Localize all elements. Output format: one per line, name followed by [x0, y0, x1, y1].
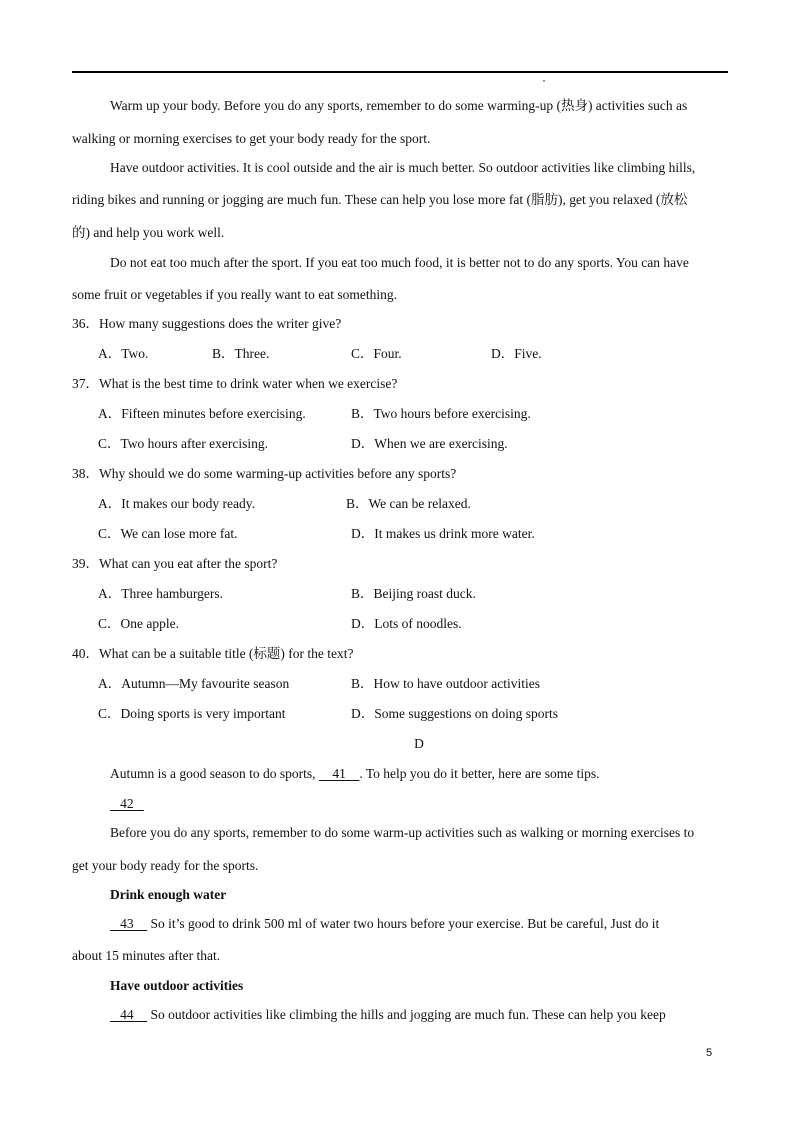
warm-up-line-2: get your body ready for the sports. [72, 858, 259, 873]
water-line-2: about 15 minutes after that. [72, 948, 221, 963]
question-39-stem: 39．What can you eat after the sport? [72, 556, 278, 571]
question-36-stem: 36．How many suggestions does the writer give? [72, 316, 342, 331]
question-40-stem: 40．What can be a suitable title (标题) for the text? [72, 646, 354, 661]
heading-outdoor-activities: Have outdoor activities [110, 978, 244, 993]
outdoor-line-1 [110, 1006, 728, 1024]
section-d-letter: D [414, 736, 424, 751]
question-38-stem: 38．Why should we do some warming-up activities before any sports? [72, 466, 457, 481]
passage-c-paragraph-2-line-3: 的) and help you work well. [72, 225, 225, 240]
question-37-option-a[interactable]: A．Fifteen minutes before exercising. [98, 406, 306, 421]
question-39-option-a[interactable]: A．Three hamburgers. [98, 586, 223, 601]
question-40-option-a[interactable]: A．Autumn—My favourite season [98, 676, 290, 691]
question-36-option-c[interactable]: C．Four. [351, 346, 402, 361]
question-36-option-d[interactable]: D．Five. [491, 346, 542, 361]
question-38-option-d[interactable]: D．It makes us drink more water. [351, 526, 535, 541]
blank-44[interactable]: 44 [120, 1007, 134, 1022]
question-38-option-a[interactable]: A．It makes our body ready. [98, 496, 255, 511]
header-mark [543, 80, 545, 82]
question-37-option-d[interactable]: D．When we are exercising. [351, 436, 508, 451]
section-d-intro [110, 765, 728, 783]
passage-c-paragraph-2-line-2: riding bikes and running or jogging are much fun. These can help you lose more fat (脂肪), get you relaxed (放松 [72, 192, 688, 207]
blank-42[interactable]: 42 [120, 796, 134, 811]
passage-c-paragraph-2-line-1: Have outdoor activities. It is cool outside and the air is much better. So outdoor activities like climbing hills, [110, 160, 696, 175]
heading-drink-water: Drink enough water [110, 887, 227, 902]
blank-41[interactable]: 41 [332, 766, 346, 781]
passage-c-paragraph-1-line-1: Warm up your body. Before you do any sports, remember to do some warming-up (热身) activities such as [110, 98, 688, 113]
question-40-option-b[interactable]: B．How to have outdoor activities [351, 676, 540, 691]
question-39-option-d[interactable]: D．Lots of noodles. [351, 616, 462, 631]
question-37-option-c[interactable]: C．Two hours after exercising. [98, 436, 269, 451]
question-36-option-b[interactable]: B．Three. [212, 346, 270, 361]
blank-43[interactable]: 43 [120, 916, 134, 931]
section-d-intro-after: . To help you do it better, here are some tips. [359, 766, 600, 781]
question-40-option-d[interactable]: D．Some suggestions on doing sports [351, 706, 559, 721]
section-d-intro-before: Autumn is a good season to do sports, [110, 766, 316, 781]
passage-c-paragraph-1-line-2: walking or morning exercises to get your body ready for the sport. [72, 131, 431, 146]
outdoor-line-1-text: So outdoor activities like climbing the hills and jogging are much fun. These can help you keep [150, 1007, 666, 1022]
page-number: 5 [706, 1047, 713, 1059]
question-40-option-c[interactable]: C．Doing sports is very important [98, 706, 286, 721]
passage-c-paragraph-3-line-2: some fruit or vegetables if you really want to eat something. [72, 287, 398, 302]
header-rule [72, 71, 728, 73]
warm-up-line-1: Before you do any sports, remember to do some warm-up activities such as walking or morning exercises to [110, 825, 695, 840]
passage-c-paragraph-3-line-1: Do not eat too much after the sport. If you eat too much food, it is better not to do any sports. You can have [110, 255, 689, 270]
question-39-option-c[interactable]: C．One apple. [98, 616, 179, 631]
question-36-option-a[interactable]: A．Two. [98, 346, 149, 361]
question-38-option-c[interactable]: C．We can lose more fat. [98, 526, 238, 541]
question-38-option-b[interactable]: B．We can be relaxed. [346, 496, 471, 511]
question-39-option-b[interactable]: B．Beijing roast duck. [351, 586, 476, 601]
water-line-1 [110, 915, 728, 933]
water-line-1-text: So it’s good to drink 500 ml of water two hours before your exercise. But be careful, Just do it [150, 916, 660, 931]
question-37-stem: 37．What is the best time to drink water when we exercise? [72, 376, 398, 391]
question-37-option-b[interactable]: B．Two hours before exercising. [351, 406, 531, 421]
blank-42-line [110, 795, 728, 813]
